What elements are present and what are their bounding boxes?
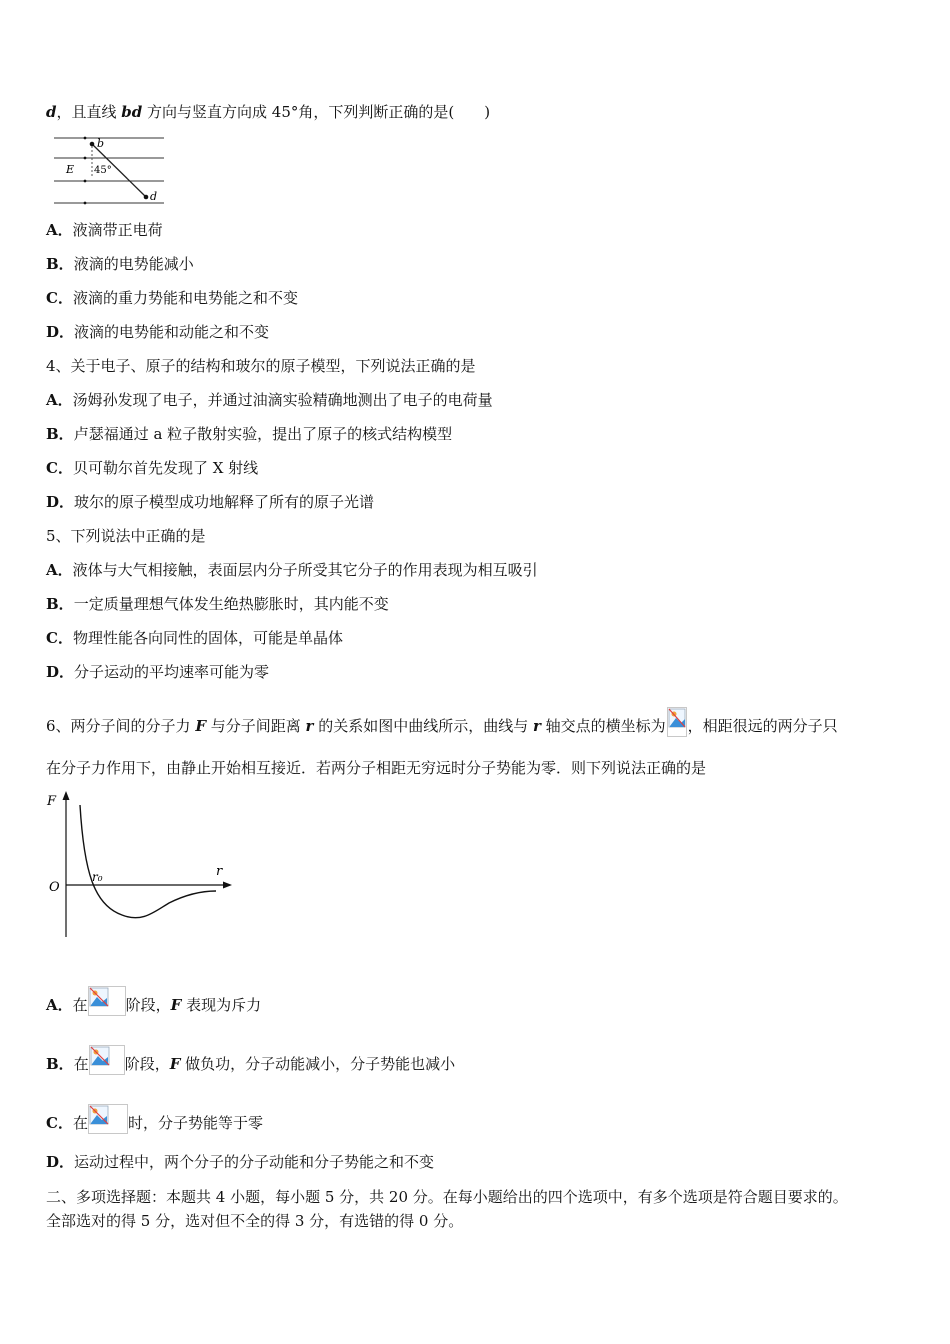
q4-option-c: C．贝可勒尔首先发现了 X 射线 — [46, 459, 259, 477]
axis-label-r: r — [216, 864, 223, 879]
broken-image-icon — [667, 707, 687, 737]
q3-field-figure — [52, 132, 170, 208]
q3-var-bd: bd — [121, 103, 143, 121]
label-angle: 45° — [94, 165, 112, 176]
q6-option-a: A．在 阶段，F 表现为斥力 — [46, 986, 261, 1016]
q6-option-c: C．在 时，分子势能等于零 — [46, 1104, 263, 1134]
q5-option-a: A．液体与大气相接触，表面层内分子所受其它分子的作用表现为相互吸引 — [46, 561, 538, 579]
broken-image-icon — [88, 1104, 128, 1134]
axis-label-F: F — [47, 794, 57, 809]
q3-option-c: C．液滴的重力势能和电势能之和不变 — [46, 289, 298, 307]
q6-stem-line1: 6、两分子间的分子力 F 与分子间距离 r 的关系如图中曲线所示，曲线与 r 轴交点的横坐标为 ，相距很远的两分子只 — [46, 707, 838, 737]
label-b: b — [97, 137, 105, 150]
q3-stem: d，且直线 bd 方向与竖直方向成 45°角，下列判断正确的是( ) — [46, 103, 491, 121]
q5-option-b: B．一定质量理想气体发生绝热膨胀时，其内能不变 — [46, 595, 389, 613]
point-d — [144, 195, 149, 200]
label-d: d — [150, 190, 158, 203]
q4-option-a: A．汤姆孙发现了电子，并通过油滴实验精确地测出了电子的电荷量 — [46, 391, 493, 409]
q6-option-d: D．运动过程中，两个分子的分子动能和分子势能之和不变 — [46, 1153, 435, 1171]
broken-image-icon — [89, 1045, 125, 1075]
q4-option-d: D．玻尔的原子模型成功地解释了所有的原子光谱 — [46, 493, 375, 511]
q6-stem-line2: 在分子力作用下，由静止开始相互接近．若两分子相距无穷远时分子势能为零．则下列说法正确的是 — [46, 759, 707, 777]
broken-image-icon — [88, 986, 126, 1016]
q3-option-b: B．液滴的电势能减小 — [46, 255, 194, 273]
section2-line1: 二、多项选择题：本题共 4 小题，每小题 5 分，共 20 分。在每小题给出的四个选项中，有多个选项是符合题目要求的。 — [46, 1188, 848, 1206]
q5-option-d: D．分子运动的平均速率可能为零 — [46, 663, 270, 681]
q3-var-d: d — [46, 103, 57, 121]
q5-stem: 5、下列说法中正确的是 — [46, 527, 206, 545]
force-curve — [80, 805, 216, 918]
axis-label-O: O — [49, 880, 60, 895]
section2-line2: 全部选对的得 5 分，选对但不全的得 3 分，有选错的得 0 分。 — [46, 1212, 464, 1230]
q6-option-b: B．在 阶段，F 做负功，分子动能减小，分子势能也减小 — [46, 1045, 455, 1075]
q3-option-a: A．液滴带正电荷 — [46, 221, 163, 239]
point-b — [90, 142, 95, 147]
q3-option-d: D．液滴的电势能和动能之和不变 — [46, 323, 270, 341]
q4-stem: 4、关于电子、原子的结构和玻尔的原子模型，下列说法正确的是 — [46, 357, 476, 375]
axis-label-r0: r₀ — [92, 870, 103, 884]
q4-option-b: B．卢瑟福通过 a 粒子散射实验，提出了原子的核式结构模型 — [46, 425, 453, 443]
label-E: E — [66, 163, 75, 176]
q6-force-graph — [44, 787, 240, 943]
q5-option-c: C．物理性能各向同性的固体，可能是单晶体 — [46, 629, 343, 647]
